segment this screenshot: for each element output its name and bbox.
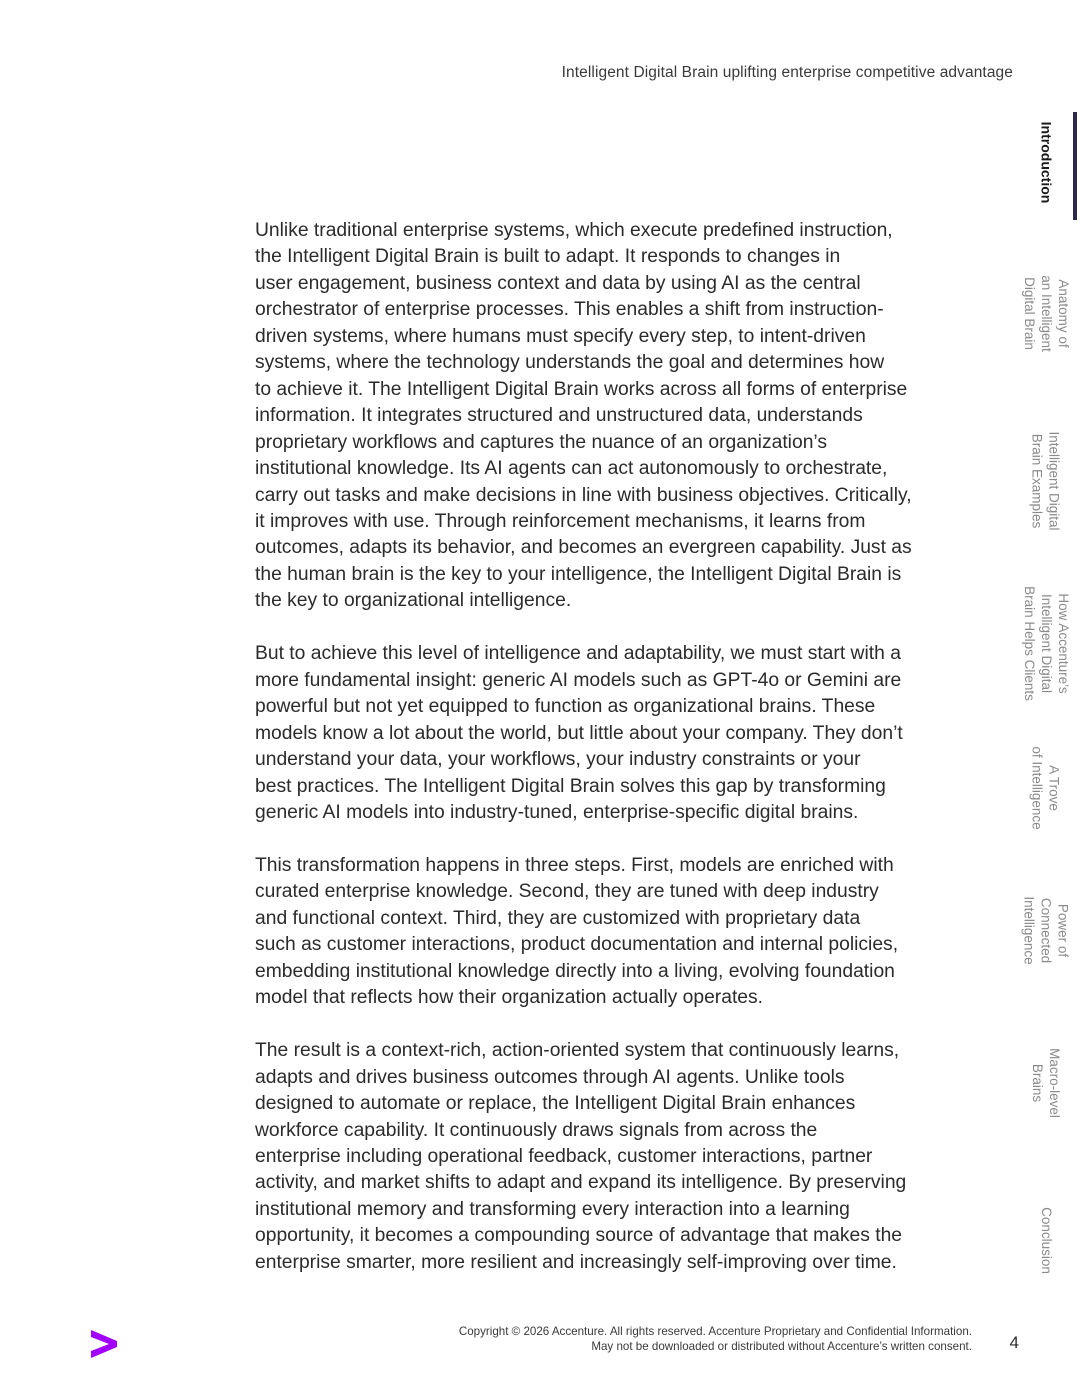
paragraph: This transformation happens in three steps. First, models are enriched with curated enterprise knowledge. Second, they are tuned with deep industry and functional context. Third, they are customized with proprietary data such as customer interactions, product documentation and internal policies, embedding institutional knowledge directly into a living, evolving foundation model that reflects how their organization actually operates.	[255, 854, 899, 1009]
paragraph: Unlike traditional enterprise systems, which execute predefined instruction, the Intelligent Digital Brain is built to adapt. It responds to changes in user engagement, business context and data by using AI as the central orchestrator of enterprise processes. This enables a shift from instruction- driven systems, where humans must specify every step, to intent-driven systems, where the technology understands the goal and determines how to achieve it. The Intelligent Digital Brain works across all forms of enterprise information. It integrates structured and unstructured data, understands proprietary workflows and captures the nuance of an organization’s institutional knowledge. Its AI agents can act autonomously to orchestrate, carry out tasks and make decisions in line with business objectives. Critically, it improves with use. Through reinforcement mechanisms, it learns from outcomes, adapts its behavior, and becomes an evergreen capability. Just as the human brain is the key to your intelligence, the Intelligent Digital Brain is the key to organizational intelligence.	[255, 220, 912, 612]
nav-tab-trove-of-intelligence[interactable]	[1012, 733, 1080, 843]
nav-tab-label: Power of Connected Intelligence	[1021, 896, 1071, 965]
nav-tab-connected-intelligence[interactable]	[1012, 883, 1080, 978]
nav-tab-label: Macro-level Brains	[1030, 1048, 1062, 1118]
page-number: 4	[1009, 1333, 1019, 1352]
nav-tab-label: Intelligent Digital Brain Examples	[1030, 430, 1062, 531]
nav-tab-label: How Accenture’s Intelligent Digital Brain Helps Clients	[1021, 585, 1071, 701]
nav-tab-examples[interactable]	[1012, 413, 1080, 548]
running-header: Intelligent Digital Brain uplifting enterprise competitive advantage	[561, 64, 1013, 81]
nav-tab-label: Conclusion	[1038, 1207, 1054, 1274]
active-nav-indicator	[1073, 112, 1077, 220]
main-body-text	[255, 218, 955, 1303]
accenture-logo-icon	[88, 1328, 120, 1360]
copyright-line: May not be downloaded or distributed without Accenture’s written consent.	[591, 1340, 972, 1353]
nav-tab-anatomy[interactable]	[1012, 248, 1080, 378]
nav-tab-label: A Trove of Intelligence	[1030, 746, 1062, 830]
nav-tab-macro-level-brains[interactable]	[1012, 1033, 1080, 1133]
nav-tab-label: Introduction	[1038, 121, 1055, 203]
paragraph: But to achieve this level of intelligence and adaptability, we must start with a more fundamental insight: generic AI models such as GPT-4o or Gemini are powerful but not yet equipped to function as organizational brains. These models know a lot about the world, but little about your company. They don’t understand your data, your workflows, your industry constraints or your best practices. The Intelligent Digital Brain solves this gap by transforming generic AI models into industry-tuned, enterprise-specific digital brains.	[255, 643, 903, 824]
nav-tab-how-accenture-helps[interactable]	[1012, 573, 1080, 713]
nav-tab-introduction[interactable]	[1012, 108, 1080, 216]
section-side-nav	[1012, 108, 1080, 1288]
nav-tab-label: Anatomy of an Intelligent Digital Brain	[1021, 274, 1071, 352]
copyright-line: Copyright © 2026 Accenture. All rights reserved. Accenture Proprietary and Confidential Information.	[458, 1325, 972, 1338]
nav-tab-conclusion[interactable]	[1012, 1198, 1080, 1283]
copyright-notice	[459, 1324, 972, 1354]
paragraph: The result is a context-rich, action-oriented system that continuously learns, adapts and drives business outcomes through AI agents. Unlike tools designed to automate or replace, the Intelligent Digital Brain enhances workforce capability. It continuously draws signals from across the enterprise including operational feedback, customer interactions, partner activity, and market shifts to adapt and expand its intelligence. By preserving institutional memory and transforming every interaction into a learning opportunity, it becomes a compounding source of advantage that makes the enterprise smarter, more resilient and increasingly self-improving over time.	[255, 1040, 907, 1273]
